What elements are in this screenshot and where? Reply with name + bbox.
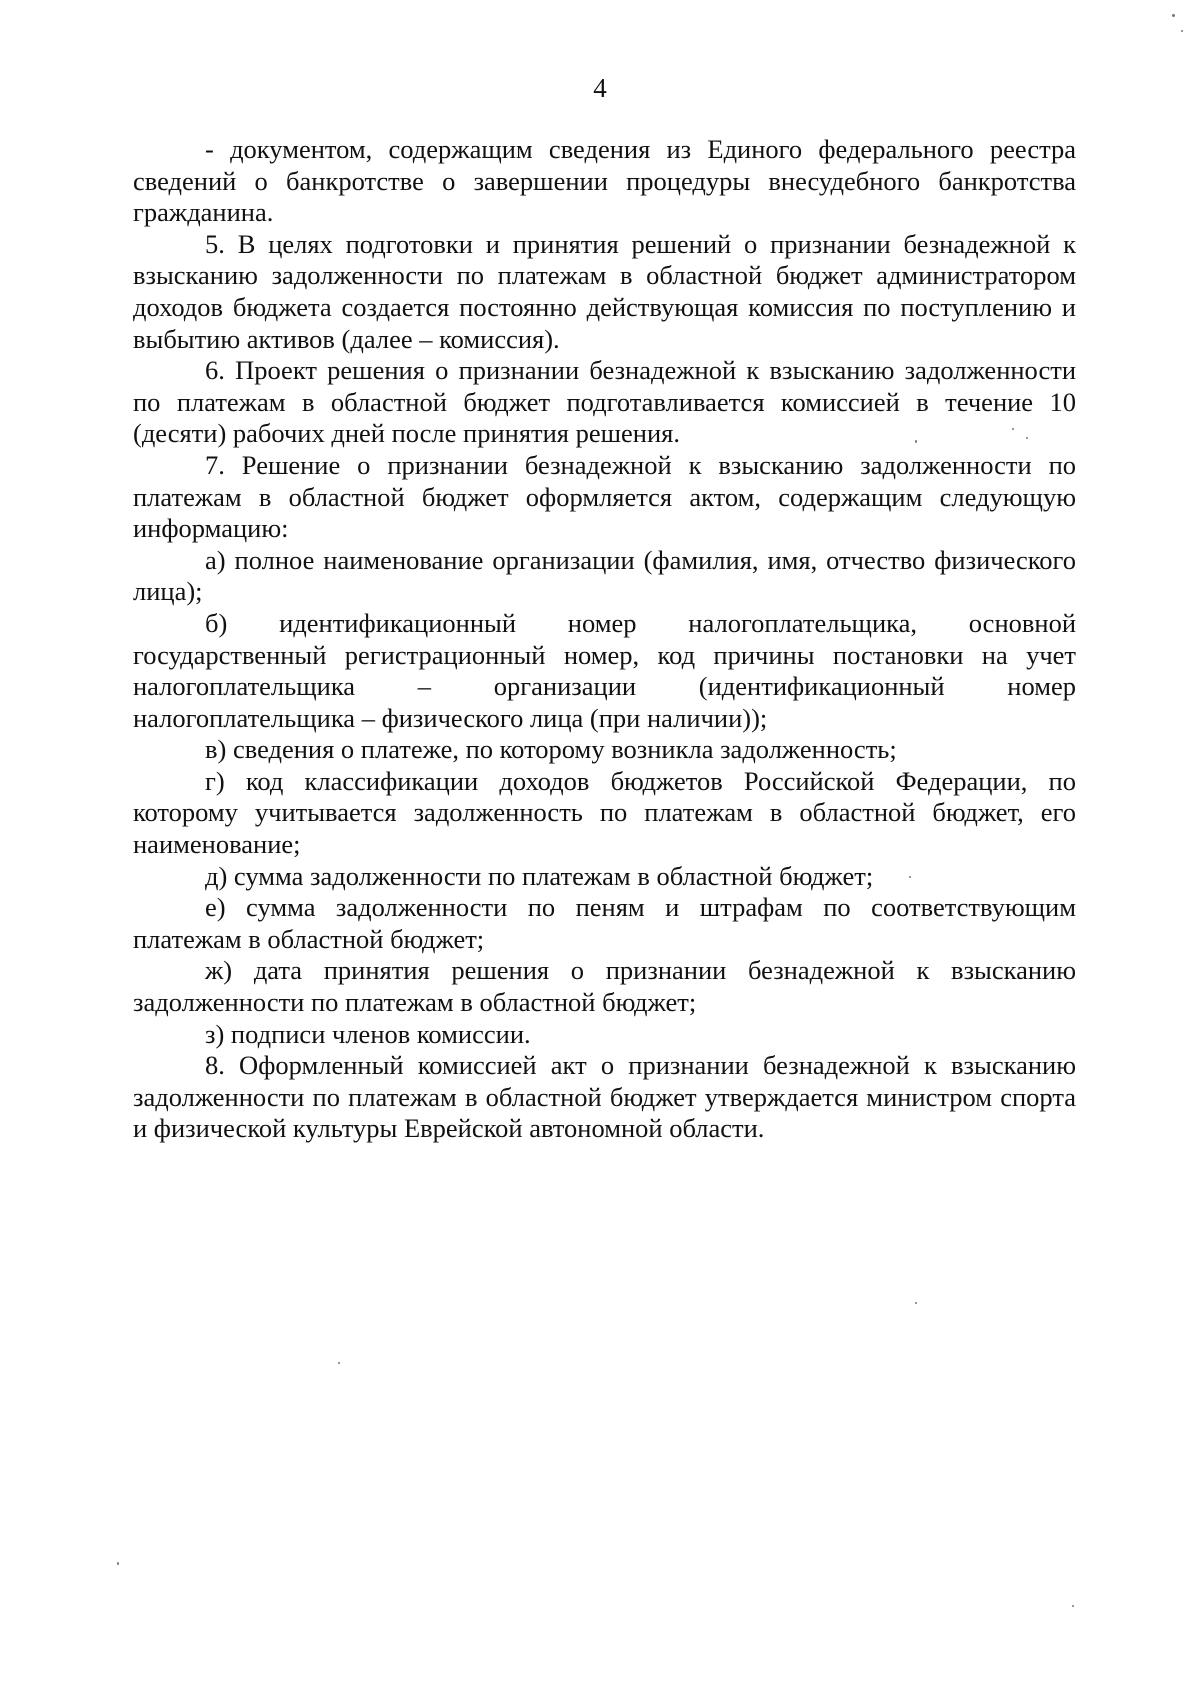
paragraph-item-5: 5. В целях подготовки и принятия решений о признании безнадежной к взысканию задолженности по платежам в областной бюджет администратором доходов бюджета создается постоянно действующая комиссия по поступлению и выбытию активов (далее – комиссия). [133, 228, 1076, 354]
scan-speck [338, 1362, 340, 1364]
paragraph-item-7: 7. Решение о признании безнадежной к взысканию задолженности по платежам в областной бюджет оформляется актом, содержащим следующую информацию: [133, 449, 1076, 544]
scan-speck [117, 1562, 119, 1565]
paragraph-document-clause: - документом, содержащим сведения из Единого федерального реестра сведений о банкротстве о завершении процедуры внесудебного банкротства гражданина. [133, 134, 1076, 228]
paragraph-subitem-z: з) подписи членов комиссии. [205, 1018, 531, 1049]
scan-speck [1181, 30, 1183, 32]
paragraph-subitem-zh: ж) дата принятия решения о признании безнадежной к взысканию задолженности по платежам в областной бюджет; [133, 955, 1076, 1018]
paragraph-item-8: 8. Оформленный комиссией акт о признании безнадежной к взысканию задолженности по платежам в областной бюджет утверждается министром спорта и физической культуры Еврейской автономной области. [133, 1050, 1076, 1144]
scan-speck [1072, 1605, 1074, 1607]
paragraph-subitem-b: б) идентификационный номер налогоплательщика, основной государственный регистрационный номер, код причины постановки на учет налогоплательщика – организации (идентификационный номер налогоплательщика – физического лица (при наличии)); [133, 607, 1076, 733]
paragraph-item-6: 6. Проект решения о признании безнадежной к взысканию задолженности по платежам в областной бюджет подготавливается комиссией в течение 10 (десяти) рабочих дней после принятия решения. [133, 355, 1076, 449]
paragraph-subitem-a: а) полное наименование организации (фамилия, имя, отчество физического лица); [133, 544, 1076, 607]
paragraph-subitem-e: е) сумма задолженности по пеням и штрафам по соответствующим платежам в областной бюджет; [133, 892, 1076, 954]
paragraph-subitem-d: д) сумма задолженности по платежам в областной бюджет; [205, 860, 874, 891]
scan-speck [1172, 14, 1175, 17]
scan-speck [909, 876, 911, 878]
scan-speck [1026, 437, 1028, 439]
page-number: 4 [593, 73, 607, 103]
document-body [133, 134, 1076, 1145]
paragraph-subitem-g: г) код классификации доходов бюджетов Российской Федерации, по которому учитывается задолженность по платежам в областной бюджет, его наименование; [133, 765, 1076, 860]
scan-speck [915, 1302, 917, 1304]
paragraph-subitem-v: в) сведения о платеже, по которому возникла задолженность; [205, 734, 897, 765]
scan-speck [1012, 428, 1014, 430]
scan-speck [915, 440, 917, 443]
